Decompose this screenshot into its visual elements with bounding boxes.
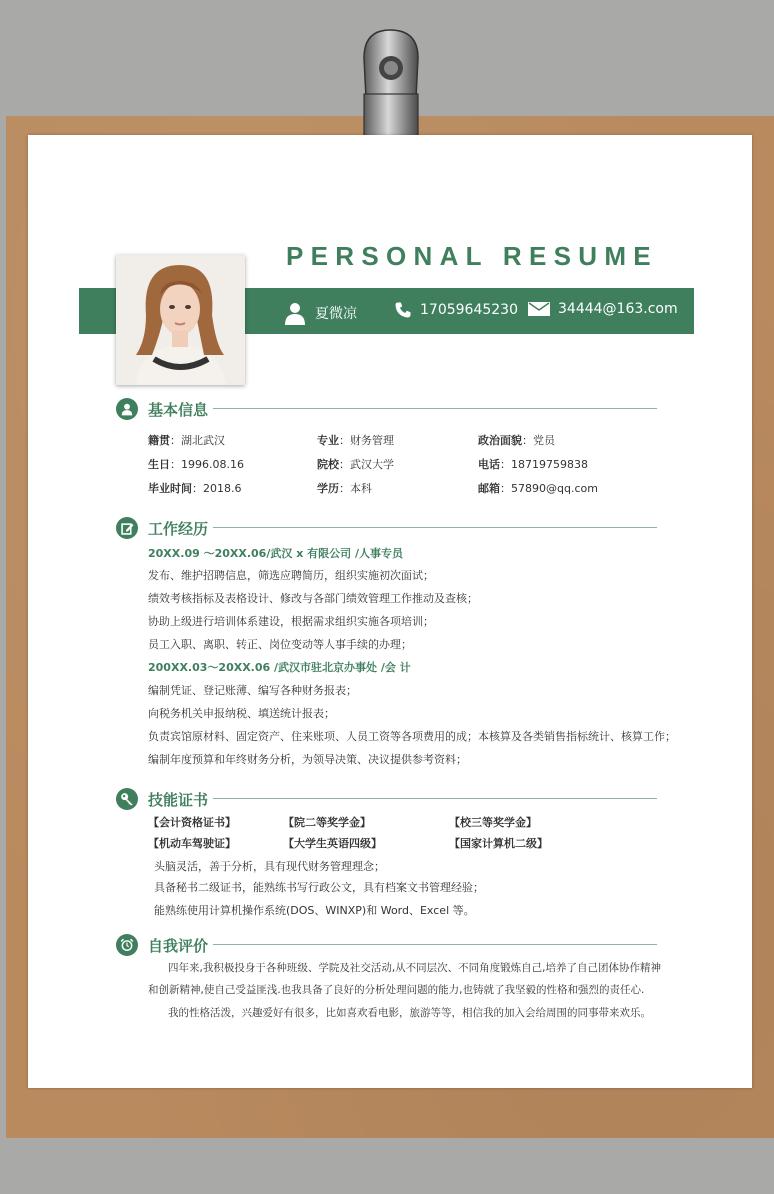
- info-major: 专业：财务管理: [317, 434, 394, 447]
- contact-phone: [394, 301, 518, 319]
- section-skills-header: [116, 788, 208, 810]
- section-self-header: [116, 934, 208, 956]
- job-duty: 编制年度预算和年终财务分析，为领导决策、决议提供参考资料；: [148, 753, 467, 766]
- page-title: PERSONAL RESUME: [286, 241, 658, 271]
- section-divider: [213, 944, 657, 945]
- section-divider: [213, 798, 657, 799]
- self-eval-line: 和创新精神,使自己受益匪浅.也我具备了良好的分析处理问题的能力,也铸就了我坚毅的性格和强烈的责任心.: [148, 984, 645, 996]
- contact-email: [528, 301, 678, 317]
- info-graduation: 毕业时间：2018.6: [148, 482, 242, 495]
- info-hometown: 籍贯：湖北武汉: [148, 434, 225, 447]
- info-birthday: 生日：1996.08.16: [148, 458, 244, 471]
- edit-icon: [116, 517, 138, 539]
- key-icon: [116, 788, 138, 810]
- self-eval-line: 我的性格活泼，兴趣爱好有很多，比如喜欢看电影，旅游等等，相信我的加入会给周围的同事带来欢乐。: [168, 1007, 651, 1019]
- mail-icon: [528, 302, 550, 316]
- profile-photo: [116, 255, 245, 385]
- section-basic-title: 基本信息: [148, 400, 209, 419]
- job-duty: 发布、维护招聘信息，筛选应聘简历，组织实施初次面试；: [148, 569, 434, 582]
- job-duty: 负责宾馆原材料、固定资产、住来账项、人员工资等各项费用的成；本核算及各类销售指标统计、核算工作；: [148, 730, 676, 743]
- person-icon: [116, 398, 138, 420]
- cert-item: 【国家计算机二级】: [449, 837, 548, 850]
- job-duty: 绩效考核指标及表格设计、修改与各部门绩效管理工作推动及查核；: [148, 592, 478, 605]
- info-phone: 电话：18719759838: [478, 458, 588, 471]
- cert-item: 【院二等奖学金】: [283, 816, 371, 829]
- section-self-title: 自我评价: [148, 936, 209, 955]
- info-degree: 学历：本科: [317, 482, 372, 495]
- info-politics: 政治面貌：党员: [478, 434, 555, 447]
- section-skills-title: 技能证书: [148, 790, 209, 809]
- section-basic-header: [116, 398, 208, 420]
- section-work-title: 工作经历: [148, 519, 209, 538]
- job-duty: 编制凭证、登记账薄、编写各种财务报表；: [148, 684, 357, 697]
- job-duty: 向税务机关申报纳税、填送统计报表；: [148, 707, 335, 720]
- phone-text: 17059645230: [420, 302, 518, 318]
- skill-line: 能熟练使用计算机操作系统(DOS、WINXP)和 Word、Excel 等。: [154, 904, 475, 917]
- cert-item: 【会计资格证书】: [148, 816, 236, 829]
- self-eval-line: 四年来,我积极投身于各种班级、学院及社交活动,从不同层次、不同角度锻炼自己,培养了自己团体协作精神: [168, 962, 662, 974]
- cert-item: 【机动车驾驶证】: [148, 837, 236, 850]
- info-email: 邮箱：57890@qq.com: [478, 482, 598, 495]
- name-text: 夏微凉: [315, 306, 357, 322]
- section-divider: [213, 408, 657, 409]
- job-heading: 20XX.09 ～20XX.06/武汉 x 有限公司 /人事专员: [148, 547, 403, 560]
- job-duty: 协助上级进行培训体系建设，根据需求组织实施各项培训；: [148, 615, 434, 628]
- email-text: 34444@163.com: [558, 301, 678, 317]
- job-duty: 员工入职、离职、转正、岗位变动等人事手续的办理；: [148, 638, 412, 651]
- skill-line: 具备秘书二级证书，能熟练书写行政公文，具有档案文书管理经验；: [154, 881, 484, 894]
- cert-item: 【校三等奖学金】: [449, 816, 537, 829]
- skill-line: 头脑灵活，善于分析，具有现代财务管理理念；: [154, 860, 385, 873]
- user-icon: [283, 301, 307, 325]
- contact-name: [283, 301, 357, 325]
- job-heading: 200XX.03～20XX.06 /武汉市驻北京办事处 /会 计: [148, 661, 411, 674]
- section-work-header: [116, 517, 208, 539]
- phone-icon: [394, 301, 412, 319]
- alarm-clock-icon: [116, 934, 138, 956]
- info-school: 院校：武汉大学: [317, 458, 394, 471]
- section-divider: [213, 527, 657, 528]
- cert-item: 【大学生英语四级】: [283, 837, 382, 850]
